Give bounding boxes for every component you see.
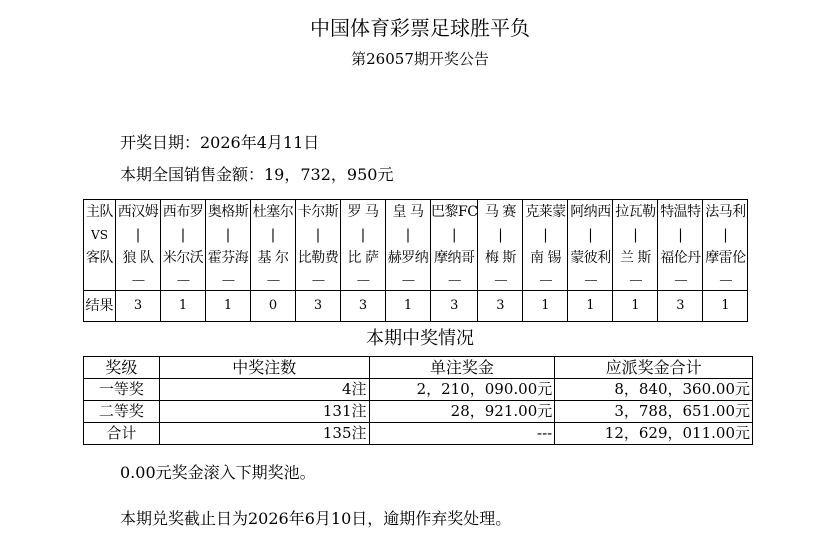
- dash-mark: ----: [356, 273, 370, 287]
- winner-count: 131注: [159, 401, 369, 423]
- dash-mark: ----: [629, 273, 642, 287]
- home-team: 法马利: [705, 204, 746, 220]
- header-cell: 奖级: [84, 357, 160, 379]
- home-team: 马 赛: [484, 204, 516, 220]
- result-value: 3: [313, 298, 323, 313]
- dash-mark: ----: [448, 273, 461, 287]
- away-team: 摩纳哥: [433, 250, 475, 266]
- away-label: 客队: [86, 250, 113, 266]
- match-9: [478, 200, 523, 291]
- single-prize: ---: [369, 423, 555, 445]
- total-prize: 3，788，651.00元: [555, 401, 753, 423]
- draw-number: 第26057期开奖公告: [351, 50, 489, 68]
- home-team: 奥格斯: [207, 204, 249, 220]
- vs-mark: |: [723, 227, 728, 243]
- match-5: [296, 200, 341, 291]
- prize-level: 合计: [84, 423, 160, 445]
- home-team: 巴黎FC: [431, 204, 478, 220]
- away-team: 福伦丹: [660, 250, 701, 266]
- result-value: 1: [178, 298, 188, 313]
- dash-mark: ----: [266, 273, 280, 287]
- result-10: [523, 291, 568, 322]
- dash-mark: ----: [401, 273, 415, 287]
- result-value: 1: [586, 298, 595, 313]
- prize-table-header: [84, 357, 753, 379]
- result-8: [431, 291, 478, 322]
- home-team: 杜塞尔: [252, 204, 294, 220]
- prize-level: 一等奖: [84, 379, 160, 401]
- home-label: 主队: [86, 204, 113, 220]
- result-value: 0: [268, 298, 278, 313]
- home-team: 克莱蒙: [525, 204, 566, 220]
- away-team: 梅 斯: [484, 250, 516, 266]
- result-14: [703, 291, 748, 322]
- home-team: 阿纳西: [570, 204, 611, 220]
- away-team: 兰 斯: [619, 250, 651, 266]
- match-7: [386, 200, 431, 291]
- vs-mark: |: [543, 227, 548, 243]
- result-1: [116, 291, 161, 322]
- home-team: 罗 马: [347, 204, 379, 220]
- header-cell: 应派奖金合计: [555, 357, 753, 379]
- result-2: [161, 291, 206, 322]
- table-row: [84, 379, 753, 401]
- home-team: 西汉姆: [117, 204, 159, 220]
- match-4: [251, 200, 296, 291]
- header-cell: 中奖注数: [159, 357, 369, 379]
- dash-mark: ----: [719, 273, 732, 287]
- vs-mark: |: [135, 227, 141, 243]
- vs-mark: |: [270, 227, 276, 243]
- dash-mark: ----: [674, 273, 687, 287]
- winner-count: 4注: [159, 379, 369, 401]
- result-12: [613, 291, 658, 322]
- result-value: 3: [358, 298, 368, 313]
- dash-mark: ----: [221, 273, 235, 287]
- sales-amount: 本期全国销售金额：19，732，950元: [120, 165, 394, 184]
- single-prize: 2，210，090.00元: [369, 379, 555, 401]
- total-prize: 12，629，011.00元: [555, 423, 753, 445]
- away-team: 摩雷伦: [705, 250, 746, 266]
- row-labels: [84, 200, 116, 291]
- result-value: 3: [496, 298, 505, 313]
- home-team: 拉瓦勒: [615, 204, 656, 220]
- vs-mark: |: [180, 227, 186, 243]
- dash-mark: ----: [176, 273, 190, 287]
- vs-mark: |: [588, 227, 593, 243]
- result-6: [341, 291, 386, 322]
- vs-label: VS: [91, 228, 108, 242]
- result-13: [658, 291, 703, 322]
- result-4: [251, 291, 296, 322]
- away-team: 霍芬海: [207, 250, 249, 266]
- result-7: [386, 291, 431, 322]
- result-value: 1: [721, 298, 730, 313]
- prize-table: [83, 356, 753, 445]
- table-row: [84, 423, 753, 445]
- vs-mark: |: [360, 227, 366, 243]
- vs-mark: |: [225, 227, 231, 243]
- page-title: 中国体育彩票足球胜平负: [310, 16, 530, 40]
- vs-mark: |: [405, 227, 411, 243]
- dash-mark: ----: [131, 273, 145, 287]
- home-team: 卡尔斯: [297, 204, 339, 220]
- match-2: [161, 200, 206, 291]
- away-team: 米尔沃: [162, 250, 204, 266]
- single-prize: 28，921.00元: [369, 401, 555, 423]
- away-team: 比 萨: [347, 250, 379, 266]
- result-5: [296, 291, 341, 322]
- vs-mark: |: [678, 227, 683, 243]
- away-team: 比勒费: [297, 250, 339, 266]
- result-value: 3: [450, 298, 459, 313]
- dash-mark: ----: [539, 273, 552, 287]
- result-label: 结果: [84, 291, 116, 322]
- result-value: 3: [133, 298, 143, 313]
- match-6: [341, 200, 386, 291]
- rollover-note: 0.00元奖金滚入下期奖池。: [120, 463, 316, 482]
- away-team: 南 锡: [529, 250, 561, 266]
- home-team: 西布罗: [162, 204, 204, 220]
- result-11: [568, 291, 613, 322]
- vs-mark: |: [633, 227, 638, 243]
- match-10: [523, 200, 568, 291]
- winner-count: 135注: [159, 423, 369, 445]
- home-team: 特温特: [660, 204, 701, 220]
- dash-mark: ----: [494, 273, 507, 287]
- total-prize: 8，840，360.00元: [555, 379, 753, 401]
- result-value: 1: [631, 298, 640, 313]
- match-14: [703, 200, 748, 291]
- result-9: [478, 291, 523, 322]
- match-3: [206, 200, 251, 291]
- deadline-note: 本期兑奖截止日为2026年6月10日，逾期作弃奖处理。: [120, 509, 512, 528]
- away-team: 蒙彼利: [570, 250, 611, 266]
- dash-mark: ----: [584, 273, 597, 287]
- result-value: 1: [541, 298, 550, 313]
- draw-date: 开奖日期：2026年4月11日: [120, 133, 320, 152]
- result-3: [206, 291, 251, 322]
- result-value: 1: [403, 298, 413, 313]
- away-team: 狼 队: [122, 250, 154, 266]
- away-team: 基 尔: [257, 250, 289, 266]
- result-value: 1: [223, 298, 233, 313]
- match-1: [116, 200, 161, 291]
- prize-level: 二等奖: [84, 401, 160, 423]
- match-13: [658, 200, 703, 291]
- match-11: [568, 200, 613, 291]
- away-team: 赫罗纳: [387, 250, 429, 266]
- match-8: [431, 200, 478, 291]
- home-team: 皇 马: [392, 204, 424, 220]
- match-table: [83, 199, 748, 322]
- result-value: 3: [676, 298, 685, 313]
- match-12: [613, 200, 658, 291]
- vs-mark: |: [315, 227, 321, 243]
- vs-mark: |: [498, 227, 503, 243]
- table-row: [84, 401, 753, 423]
- dash-mark: ----: [311, 273, 325, 287]
- header-cell: 单注奖金: [369, 357, 555, 379]
- vs-mark: |: [451, 227, 457, 243]
- prize-section-title: 本期中奖情况: [366, 328, 474, 349]
